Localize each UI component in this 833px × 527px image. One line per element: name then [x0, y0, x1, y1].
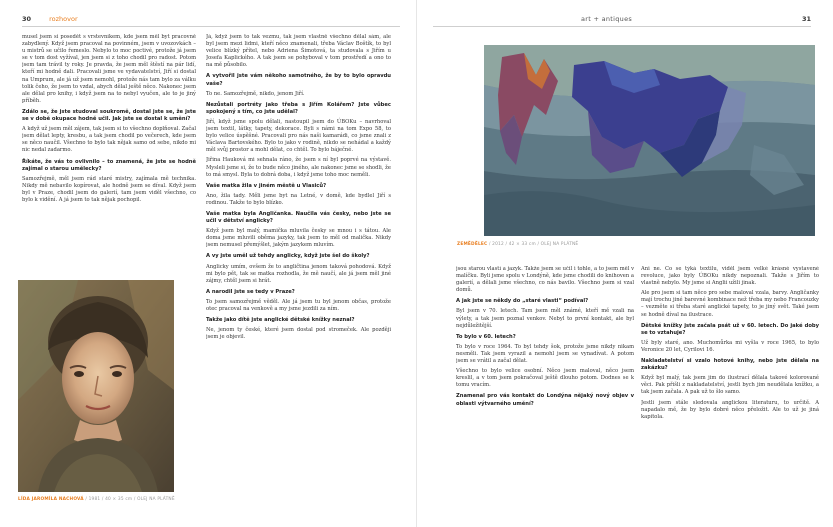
right-header-section	[581, 15, 632, 23]
portrait-caption	[18, 497, 175, 502]
portrait-artwork-svg	[18, 280, 174, 492]
paragraph: Když byl malý, tak jsem jim do ilustrací dělala takové kolorované věci. Pak přišli z nakladatelství, jestli bych jim neudělala knížku, a tak jsem začala. A pak už to šlo samo.	[641, 375, 819, 396]
paragraph: Ani ne. Co se týká textilu, viděl jsem velké krásné vystavené revoluce, jako byly ÚBOKu nikdy nepoznali. Takže s Jiřím to vlastně nebylo. My jsme si Anglii užili jinak.	[641, 266, 819, 287]
paragraph: Byl jsem v 70. letech. Tam jsem měl známé, kteří mě vzali na výlety, a tak jsem poznal venkov. Nebyl to první kontakt, ale byl nejdůležitější.	[456, 308, 634, 329]
portrait-painting	[18, 280, 174, 492]
page-number: 30	[22, 15, 32, 23]
interview-question: Nakladatelství si vzalo hotové knihy, nebo jste dělala na zakázku?	[641, 358, 819, 372]
landscape-caption	[457, 242, 578, 247]
paragraph: Ale pro jsem si tam něco pro sebe maloval vzala, barvy. Angličanky mají trochu jiné barevné kombinace než třeba my nebo Francouzky – vezměte si třeba staré anglické tapety, to je jiný svět. Také jsem se hodně díval na ilustrace.	[641, 290, 819, 318]
paragraph: Ne, jenom ty české, které jsem dostal pod stromeček. Ale později jsem je objevil.	[206, 327, 391, 341]
magazine-section-label: art + antiques	[581, 15, 633, 23]
section-label: rozhovor	[49, 15, 78, 23]
text-column-3	[456, 266, 634, 522]
interview-question: Vaše matka byla Angličanka. Naučila vás česky, nebo jste se učil v dětství anglicky?	[206, 210, 391, 225]
caption-title: LÍDA JAROMÍLA NACHOVÁ	[18, 497, 84, 502]
paragraph: Jestli jsem stále sledovala anglickou literaturu, to určitě. A napadalo mě, že by bylo dobré něco přeložit. Ale to už je jiná kapitola.	[641, 399, 819, 420]
paragraph: Jiří, když jsme spolu dělali, nastoupil jsem do ÚBOKu – navrhoval jsem textil, látky, tapety, dekorace. Byli s námi na tom Expo 58, to bylo velice úspěšné. Pracovali pro nás naši kamarádi, co jsme znali z Václava Bartovského. Bylo to jako v rodině, nikdo se nehádal a každý měl svůj prostor a mohl dělat, co chtěl. To bylo báječné.	[206, 118, 391, 154]
paragraph: Jiřina Hauková mi sehnala ráno, že jsem s ní byl poprvé na výstavě. Mysleli jsme si, že to bude něco jiného, ale nakonec jsme se shodli, že to má smysl. Byla to dobrá doba, i když jsme toho moc neměli.	[206, 157, 391, 178]
paragraph: A když už jsem měl zájem, tak jsem si to všechno doplňoval. Začal jsem dělat lepty, kresbu, a tak jsem chodil po večerech, kde jsem se něco naučil. Všechno to bylo tak nějak samo od sebe, nikdo mi nic nedal zadarmo.	[22, 126, 196, 154]
interview-question: A vytvořil jste vám někoho samotného, že by to bylo opravdu vaše?	[206, 73, 391, 87]
right-header-number	[802, 15, 811, 23]
paragraph: To ne. Samozřejmě, nikdo, jenom Jiří.	[206, 90, 305, 97]
paragraph: musel jsem si posedět s vrstevníkem, kde jsem měl byt pracovně zabydlený. Když jsem pracoval na povinném, jsem v uvozovkách – u mistrů se učilo řemeslo. Nebylo to moc poctivé, protože já jsem se v tom dost vyžíval, jen jsem si z toho chodil pro radost. Potom jsem tam trávil ty roky. Je pravda, že jsem měl štěstí na pár lidí, kteří mi hodně dali. Pracovali jsme ve vydavatelství, Jiří si dostal na Umprum, ale já už jsem nemohl, protože nás tam bylo za válku tolik čeho, že jsem to vzdal, abych dělal ještě něco. Nakonec jsem ale dělal pro knihy, i když jsem na to nebyl vyučen, ale to je jiný příběh.	[22, 34, 196, 104]
interview-question: Říkáte, že vás to ovlivnilo – to znamená, že jste se hodně zajímal o starou umělecky?	[22, 158, 196, 172]
landscape-painting	[484, 45, 815, 236]
interview-question: Zdálo se, že jste studoval soukromě, dostal jste se, že jste se v době okupace hodně učil. Jak jste se dostal k umění?	[22, 108, 196, 123]
paragraph: Já, když jsem to tak vezmu, tak jsem vlastně všechno dělal sám, ale byl jsem mezi lidmi, kteří něco znamenali, třeba Václav Boštík, to byl velice blízký přítel, nebo Adriena Šimotová, ta studovala s Jiřím u Josefa Kaplického. A tak jsem se pohyboval v tom prostředí a ono to na mě působilo.	[206, 34, 391, 69]
interview-question: To bylo v 60. letech?	[456, 333, 516, 340]
caption-meta: / 1981 / 40 × 35 cm / OLEJ NA PLÁTNĚ	[85, 497, 175, 502]
text-column-2	[206, 34, 391, 504]
interview-question: Znamenal pro vás kontakt do Londýna nějaký nový objev v oblasti výtvarného umění?	[456, 393, 634, 407]
paragraph: To bylo v roce 1964. To byl tehdy šok, protože jsme nikdy nikam nesměli. Tak jsem vyrazil a nemohl jsem se vynadívat. A potom jsem se vrátil a začal dělat.	[456, 343, 634, 365]
paragraph: Samozřejmě, měl jsem rád staré mistry, zajímala mě technika. Nikdy mě nebavilo kopírovat, ale hodně jsem se díval. Když jsem byl v Praze, chodil jsem do galerií, tam jsem viděl všechno, co bylo k vidění. A já jsem to tak nějak pochopil.	[22, 175, 196, 203]
paragraph: Anglicky umím, ovšem že to angličtina jenom taková pohodová. Když mi bylo pět, tak se matka rozhodla, že mě naučí, ale já jsem měl jiné zájmy, chtěl jsem si hrát.	[206, 263, 391, 284]
paragraph: Už byly staré, ano. Muchomůrka mi vyšla v roce 1965, to bylo Veronice 20 let, Cyrilovi 16.	[641, 339, 819, 353]
text-column-1	[22, 34, 196, 270]
paragraph: jsou starou vlastí a jazyk. Takže jsem se učil i tohle, a to jsem měl v malíčku. Byli jsme spolu v Londýně, kde jsme chodili do knihoven a galerií, a dělali jsme všechno, co nás bavilo. Všechno jsem si vzal domů.	[456, 266, 634, 294]
interview-question: Nezůstali portréty jako třeba s Jiřím Kolářem? Jste vůbec spokojený s tím, co jste udělal?	[206, 101, 391, 115]
interview-question: A vy jste uměl už tehdy anglicky, když jste šel do školy?	[206, 253, 370, 260]
interview-question: A jak jste se někdy do „staré vlasti“ podíval?	[456, 298, 589, 305]
interview-question: Vaše matka žila v jiném městě u Vlasiců?	[206, 182, 327, 189]
header-rule	[433, 26, 811, 27]
caption-title: ZEMĚDĚLEC	[457, 242, 488, 247]
paragraph: Ano, žila tady. Měli jsme byt na Letné, v domě, kde bydlel Jiří s rodinou. Takže to bylo blízko.	[206, 192, 391, 206]
paragraph: To jsem samozřejmě věděl. Ale já jsem tu byl jenom občas, protože otec pracoval na venkově a my jsme jezdili za ním.	[206, 298, 391, 312]
paragraph: Všechno to bylo velice osobní. Něco jsem maloval, něco jsem kreslil, a v tom jsem pokračoval ještě dlouho potom. Dodnes se k tomu vracím.	[456, 368, 634, 389]
left-header	[22, 15, 78, 23]
left-page	[0, 0, 416, 527]
interview-question: Dětské knížky jste začala psát už v 60. letech. Do jaké doby se to vztahuje?	[641, 322, 819, 336]
caption-meta: / 2012 / 42 × 33 cm / OLEJ NA PLÁTNĚ	[488, 242, 579, 247]
interview-question: A narodil jste se tedy v Praze?	[206, 288, 295, 295]
interview-question: Takže jako dítě jste anglické dětské knížky neznal?	[206, 317, 355, 324]
page-number: 31	[801, 15, 811, 23]
paragraph: Když jsem byl malý, mamička mluvila česky se mnou i s tátou. Ale doma jsme mluvili oběma jazyky, tak jsem to měl od malička. Nikdy jsem nemusel přemýšlet, jakým jazykem mluvím.	[206, 228, 391, 249]
text-column-4	[641, 266, 819, 522]
header-rule	[22, 26, 400, 27]
landscape-artwork-svg	[484, 45, 815, 236]
